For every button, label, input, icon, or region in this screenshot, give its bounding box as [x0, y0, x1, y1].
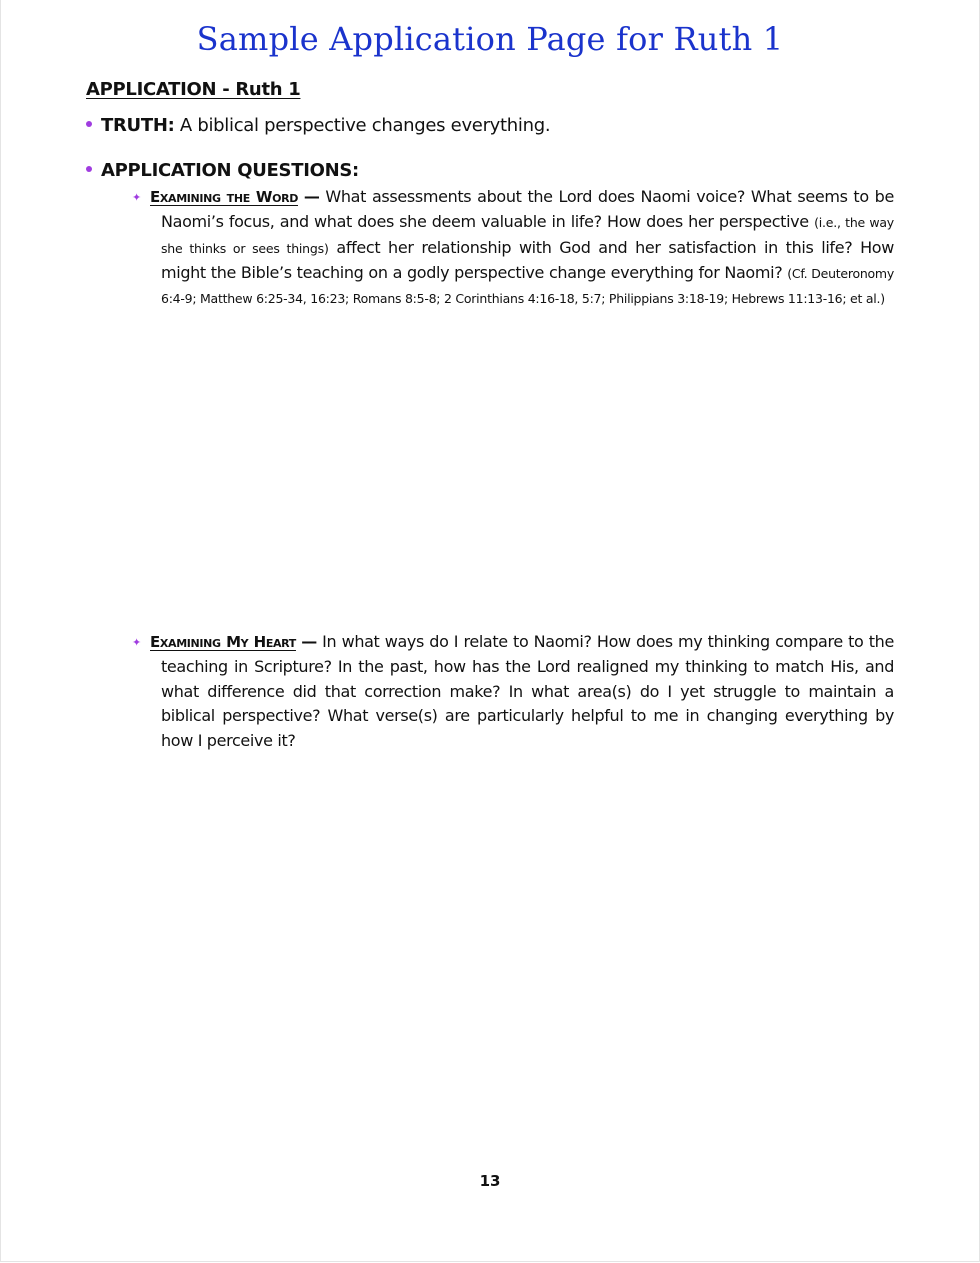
examining-word-aside: (i.e., the way she thinks or sees things)	[161, 215, 894, 256]
truth-bullet	[86, 114, 550, 138]
examining-word-text-1: What assessments about the Lord does Naomi voice? What seems to be Naomi’s focus, and what does she deem valuable in life? How does her perspective	[161, 187, 894, 232]
star-bullet-icon: ✦	[132, 636, 141, 649]
em-dash: —	[303, 187, 320, 206]
bullet-dot-icon	[86, 166, 92, 172]
truth-label: TRUTH:	[101, 115, 175, 136]
examining-heart-label: Examining My Heart	[150, 633, 296, 651]
star-bullet-icon: ✦	[132, 191, 141, 204]
section-heading: APPLICATION - Ruth 1	[86, 79, 301, 100]
examining-heart-text: In what ways do I relate to Naomi? How does my thinking compare to the teaching in Scripture? In the past, how has the Lord realigned my thinking to match His, and what difference did that correction make? In what area(s) do I yet struggle to maintain a biblical perspective? What verse(s) are particularly helpful to me in changing everything by how I perceive it?	[161, 632, 894, 750]
em-dash: —	[301, 632, 317, 651]
truth-text: A biblical perspective changes everything.	[179, 115, 551, 136]
bullet-dot-icon	[86, 121, 92, 127]
questions-bullet	[86, 159, 359, 183]
examining-word-item	[132, 185, 895, 310]
page-title: Sample Application Page for Ruth 1	[196, 20, 784, 58]
page-number: 13	[479, 1172, 501, 1190]
questions-heading: APPLICATION QUESTIONS:	[101, 160, 359, 181]
examining-word-text-2: affect her relationship with God and her satisfaction in this life? How might the Bible’s teaching on a godly perspective change everything for Naomi?	[161, 237, 894, 283]
examining-word-label: Examining the Word	[150, 188, 298, 206]
examining-word-references: (Cf. Deuteronomy 6:4-9; Matthew 6:25-34, 16:23; Romans 8:5-8; 2 Corinthians 4:16-18, 5:7; Philippians 3:18-19; Hebrews 11:13-16; et al.)	[161, 266, 895, 306]
examining-heart-item	[132, 630, 894, 753]
